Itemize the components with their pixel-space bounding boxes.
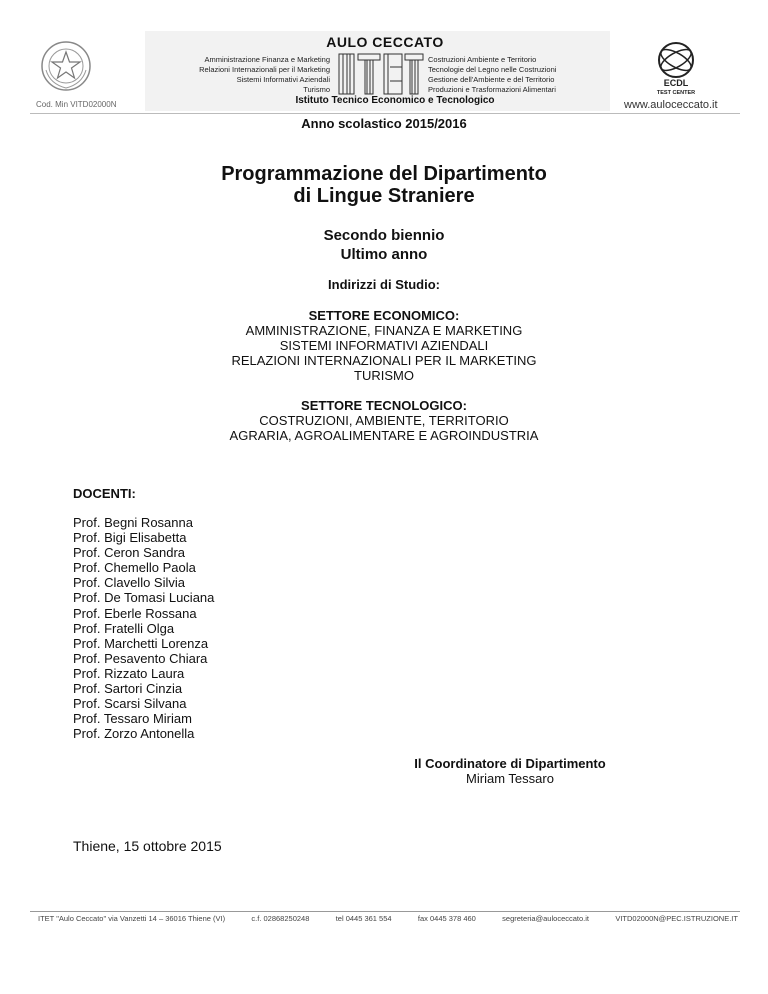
settore-tecnologico bbox=[0, 398, 768, 443]
docente-item: Prof. Chemello Paola bbox=[73, 560, 196, 576]
itet-logo-text: ITET bbox=[338, 53, 341, 54]
settore-tecnologico-title: SETTORE TECNOLOGICO: bbox=[301, 398, 467, 413]
settore-tecnologico-line: COSTRUZIONI, AMBIENTE, TERRITORIO bbox=[259, 413, 509, 428]
cod-min-label: Cod. Min VITD02000N bbox=[36, 100, 117, 109]
docente-item: Prof. Eberle Rossana bbox=[73, 605, 197, 621]
coordinatore-signature bbox=[380, 756, 640, 786]
left-course-1: Amministrazione Finanza e Marketing bbox=[204, 55, 330, 64]
footer-email-link[interactable]: segreteria@auloceccato.it bbox=[502, 914, 589, 923]
docenti-heading: DOCENTI: bbox=[73, 486, 136, 501]
subtitle-line-1: Secondo biennio bbox=[323, 227, 445, 244]
subtitle-line-2: Ultimo anno bbox=[340, 246, 428, 263]
footer-pec-link[interactable]: VITD02000N@PEC.ISTRUZIONE.IT bbox=[615, 914, 738, 923]
istituto-tagline: Istituto Tecnico Economico e Tecnologico bbox=[295, 95, 495, 106]
docente-item: Prof. Rizzato Laura bbox=[73, 665, 185, 681]
settore-economico-title: SETTORE ECONOMICO: bbox=[308, 308, 460, 323]
docente-item: Prof. Marchetti Lorenza bbox=[73, 635, 209, 651]
settore-economico bbox=[0, 308, 768, 383]
footer-address: ITET "Aulo Ceccato" via Vanzetti 14 – 36016 Thiene (VI) bbox=[38, 914, 226, 923]
docente-item: Prof. Tessaro Miriam bbox=[73, 711, 192, 727]
docente-item: Prof. Pesavento Chiara bbox=[73, 650, 208, 666]
school-name: AULO CECCATO bbox=[326, 34, 444, 50]
ecdl-test-center-logo-icon bbox=[645, 40, 707, 96]
right-course-3: Gestione dell'Ambiente e del Territorio bbox=[428, 75, 555, 84]
footer-cf: c.f. 02868250248 bbox=[251, 914, 310, 923]
docente-item: Prof. Bigi Elisabetta bbox=[73, 530, 187, 546]
left-course-3: Sistemi Informativi Aziendali bbox=[236, 75, 330, 84]
italian-republic-emblem-icon bbox=[40, 40, 92, 92]
footer bbox=[38, 914, 738, 923]
left-course-2: Relazioni Internazionali per il Marketing bbox=[199, 65, 330, 74]
ecdl-sub-text: TEST CENTER bbox=[656, 90, 696, 96]
page-title-line-2: di Lingue Straniere bbox=[293, 185, 475, 207]
docente-item: Prof. Scarsi Silvana bbox=[73, 696, 187, 712]
indirizzi-heading: Indirizzi di Studio: bbox=[328, 277, 440, 292]
right-course-4: Produzioni e Trasformazioni Alimentari bbox=[428, 85, 556, 94]
itet-logo bbox=[338, 53, 424, 95]
settore-economico-line: AMMINISTRAZIONE, FINANZA E MARKETING bbox=[245, 323, 523, 338]
place-date: Thiene, 15 ottobre 2015 bbox=[73, 838, 222, 854]
docente-item: Prof. Begni Rosanna bbox=[73, 515, 193, 530]
settore-economico-line: SISTEMI INFORMATIVI AZIENDALI bbox=[279, 338, 489, 353]
anno-scolastico: Anno scolastico 2015/2016 bbox=[301, 116, 467, 131]
docente-item: Prof. De Tomasi Luciana bbox=[73, 590, 215, 606]
docente-item: Prof. Ceron Sandra bbox=[73, 545, 186, 561]
settore-tecnologico-line: AGRARIA, AGROALIMENTARE E AGROINDUSTRIA bbox=[229, 428, 539, 443]
right-course-1: Costruzioni Ambiente e Territorio bbox=[428, 55, 537, 64]
settore-economico-line: TURISMO bbox=[354, 368, 414, 383]
docenti-list bbox=[73, 515, 214, 741]
docente-item: Prof. Zorzo Antonella bbox=[73, 726, 195, 742]
page-title-line-1: Programmazione del Dipartimento bbox=[221, 163, 547, 185]
footer-tel: tel 0445 361 554 bbox=[335, 914, 392, 923]
ecdl-text: ECDL bbox=[663, 78, 689, 88]
website-link[interactable]: www.auloceccato.it bbox=[624, 99, 718, 111]
footer-fax: fax 0445 378 460 bbox=[417, 914, 476, 923]
docente-item: Prof. Sartori Cinzia bbox=[73, 681, 183, 697]
subtitle bbox=[0, 226, 768, 264]
page-title bbox=[0, 163, 768, 207]
settore-economico-line: RELAZIONI INTERNAZIONALI PER IL MARKETING bbox=[231, 353, 537, 368]
docente-item: Prof. Fratelli Olga bbox=[73, 620, 175, 636]
footer-divider bbox=[30, 911, 740, 912]
docente-item: Prof. Clavello Silvia bbox=[73, 575, 185, 591]
coordinatore-title: Il Coordinatore di Dipartimento bbox=[414, 756, 606, 771]
left-course-4: Turismo bbox=[303, 85, 330, 94]
header-divider bbox=[30, 113, 740, 114]
coordinatore-name: Miriam Tessaro bbox=[466, 771, 554, 786]
right-course-2: Tecnologie del Legno nelle Costruzioni bbox=[428, 65, 557, 74]
